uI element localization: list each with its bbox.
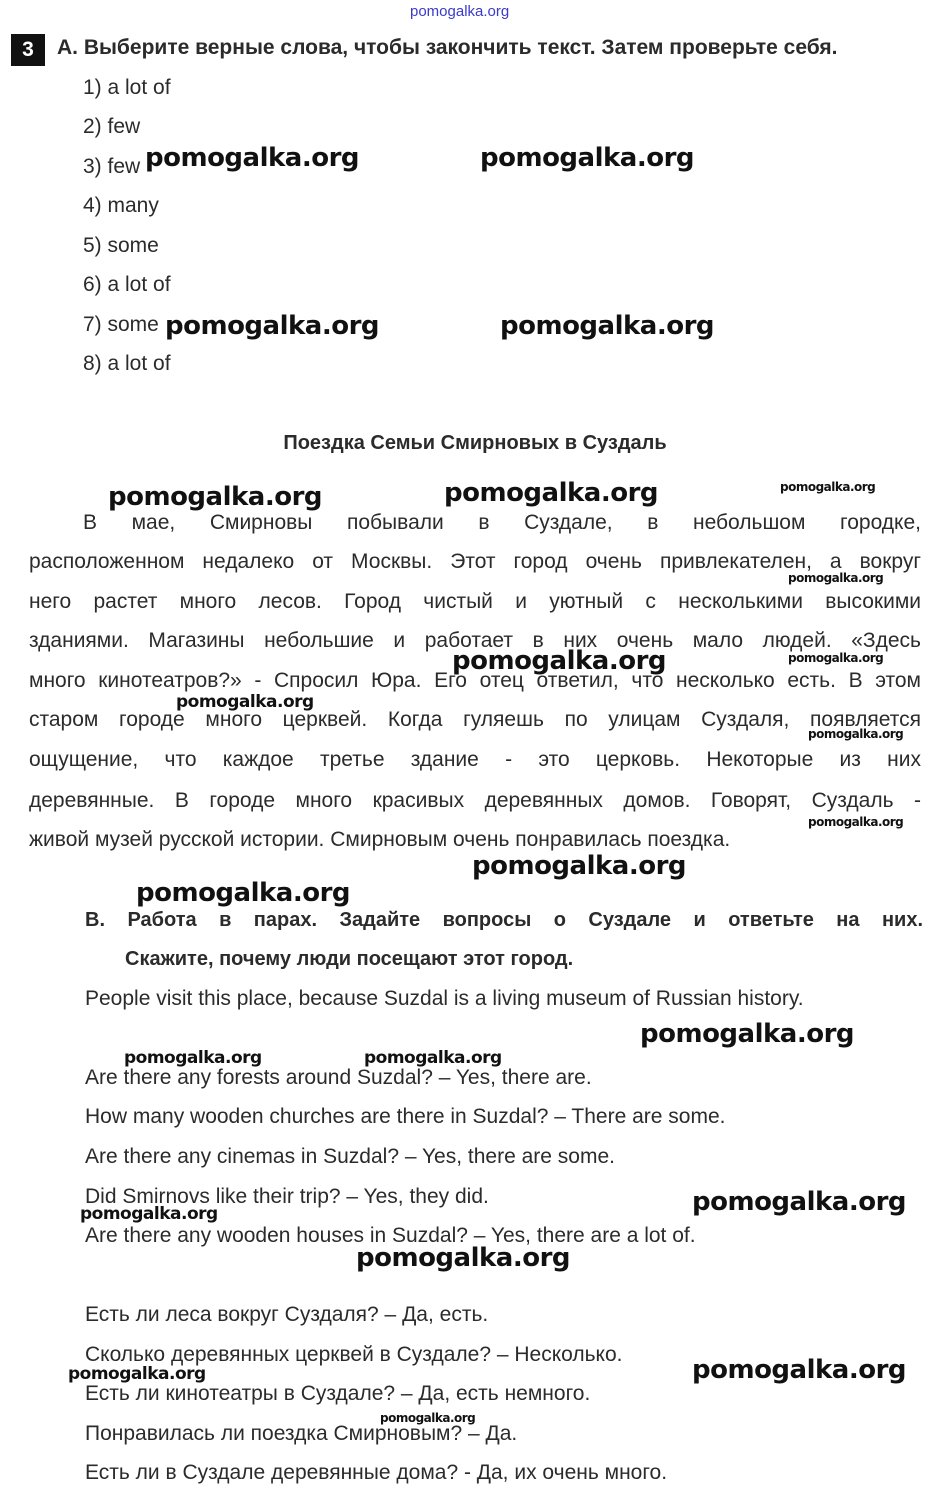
list-item: 6) a lot of [83, 273, 171, 296]
watermark: pomogalka.org [640, 1019, 855, 1049]
watermark: pomogalka.org [452, 646, 667, 676]
watermark: pomogalka.org [165, 311, 380, 341]
paragraph-line: него растет много лесов. Город чистый и уютный с несколькими высокими [29, 590, 921, 613]
watermark: pomogalka.org [68, 1364, 206, 1384]
paragraph-line: В мае, Смирновы побывали в Суздале, в небольшом городке, [83, 511, 921, 534]
exercise-number: 3 [11, 34, 45, 66]
watermark: pomogalka.org [124, 1048, 262, 1068]
task-a-heading: A. Выберите верные слова, чтобы закончить текст. Затем проверьте себя. [57, 36, 838, 59]
list-item: 7) some [83, 313, 159, 336]
qa-line: Понравилась ли поездка Смирновым? – Да. [85, 1422, 518, 1445]
watermark: pomogalka.org [145, 143, 360, 173]
list-item: 5) some [83, 234, 159, 257]
answer-b: People visit this place, because Suzdal is a living museum of Russian history. [85, 987, 804, 1010]
watermark: pomogalka.org [500, 311, 715, 341]
watermark: pomogalka.org [444, 478, 659, 508]
watermark: pomogalka.org [780, 480, 876, 494]
qa-line: Есть ли леса вокруг Суздаля? – Да, есть. [85, 1303, 489, 1326]
watermark: pomogalka.org [808, 727, 904, 741]
watermark: pomogalka.org [136, 878, 351, 908]
watermark: pomogalka.org [692, 1355, 907, 1385]
task-b-subheading: Скажите, почему люди посещают этот город. [125, 948, 574, 970]
watermark: pomogalka.org [692, 1187, 907, 1217]
watermark: pomogalka.org [364, 1048, 502, 1068]
qa-line: How many wooden churches are there in Suzdal? – There are some. [85, 1105, 726, 1128]
watermark: pomogalka.org [472, 851, 687, 881]
list-item: 1) a lot of [83, 76, 171, 99]
watermark: pomogalka.org [788, 571, 884, 585]
qa-line: Есть ли кинотеатры в Суздале? – Да, есть немного. [85, 1382, 591, 1405]
qa-line: Есть ли в Суздале деревянные дома? - Да, их очень много. [85, 1461, 668, 1484]
watermark: pomogalka.org [788, 651, 884, 665]
qa-line: Сколько деревянных церквей в Суздале? – Несколько. [85, 1343, 623, 1366]
watermark: pomogalka.org [380, 1411, 476, 1425]
watermark: pomogalka.org [176, 692, 314, 712]
paragraph-line: старом городе много церквей. Когда гуляешь по улицам Суздаля, появляется [29, 708, 921, 731]
qa-line: Did Smirnovs like their trip? – Yes, they did. [85, 1185, 489, 1208]
paragraph-line: зданиями. Магазины небольшие и работает в них очень мало людей. «Здесь [29, 629, 921, 652]
paragraph-line: много кинотеатров?» - Спросил Юра. Его отец ответил, что несколько есть. В этом [29, 669, 921, 692]
list-item: 2) few [83, 115, 141, 138]
watermark: pomogalka.org [480, 143, 695, 173]
qa-line: Are there any forests around Suzdal? – Yes, there are. [85, 1066, 592, 1089]
task-b-heading: B. Работа в парах. Задайте вопросы о Суздале и ответьте на них. [85, 909, 923, 931]
watermark: pomogalka.org [80, 1204, 218, 1224]
list-item: 8) a lot of [83, 352, 171, 375]
text-title: Поездка Семьи Смирновых в Суздаль [283, 432, 667, 454]
paragraph-line: живой музей русской истории. Смирновым очень понравилась поездка. [29, 828, 731, 851]
paragraph-line: ощущение, что каждое третье здание - это церковь. Некоторые из них [29, 748, 921, 771]
qa-line: Are there any cinemas in Suzdal? – Yes, there are some. [85, 1145, 615, 1168]
list-item: 4) many [83, 194, 159, 217]
paragraph-line: расположенном недалеко от Москвы. Этот город очень привлекателен, а вокруг [29, 550, 921, 573]
watermark: pomogalka.org [808, 815, 904, 829]
paragraph-line: деревянные. В городе много красивых деревянных домов. Говорят, Суздаль - [29, 789, 921, 812]
header-watermark: pomogalka.org [410, 3, 510, 20]
qa-line: Are there any wooden houses in Suzdal? – Yes, there are a lot of. [85, 1224, 696, 1247]
watermark: pomogalka.org [356, 1243, 571, 1273]
list-item: 3) few [83, 155, 141, 178]
watermark: pomogalka.org [108, 482, 323, 512]
